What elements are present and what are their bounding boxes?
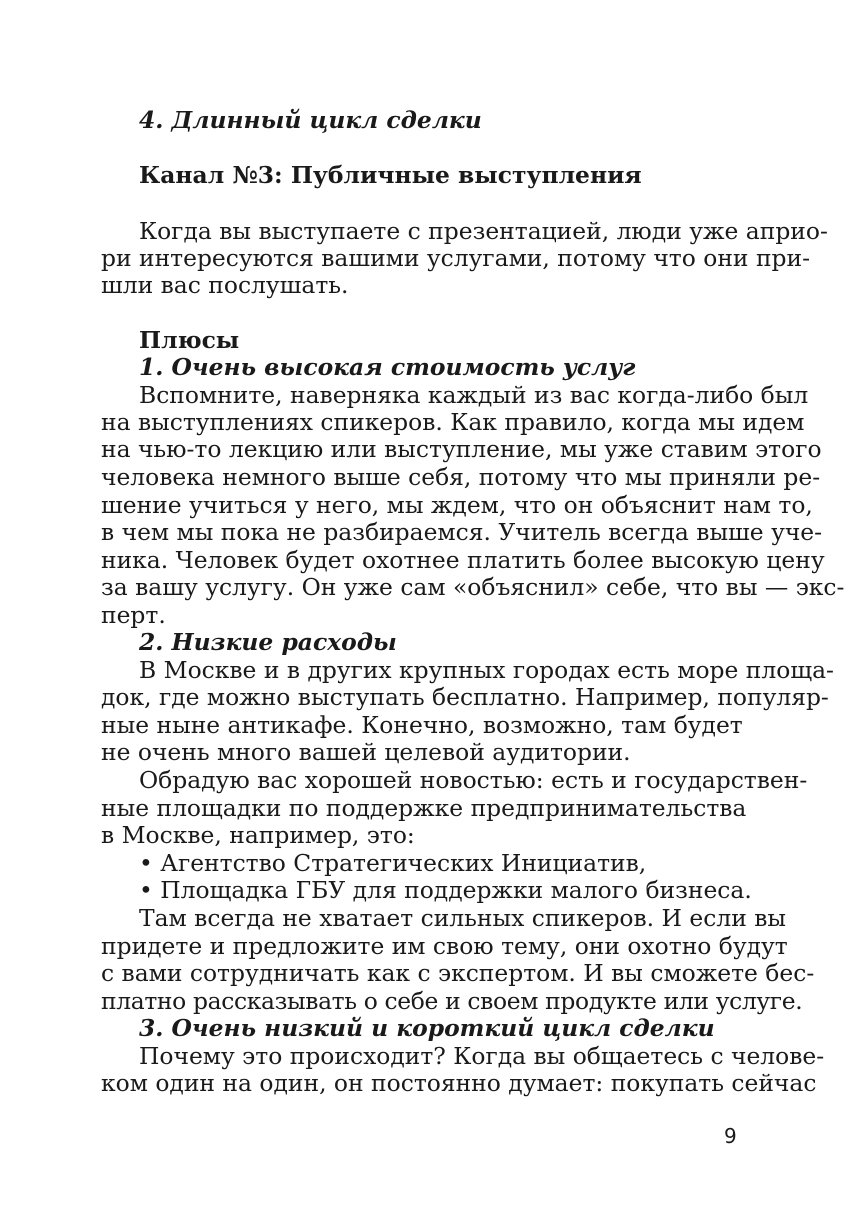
- paragraph-line: ные ныне антикафе. Конечно, возможно, там будет: [101, 711, 743, 739]
- paragraph-line: ника. Человек будет охотнее платить более высокую цену: [101, 546, 825, 574]
- intro-line: шли вас послушать.: [101, 271, 349, 299]
- point-2-title: 2. Низкие расходы: [139, 628, 397, 656]
- intro-line: ри интересуются вашими услугами, потому что они при-: [101, 244, 811, 272]
- paragraph-line: не очень много вашей целевой аудитории.: [101, 738, 631, 766]
- pluses-title: Плюсы: [139, 326, 240, 354]
- paragraph-line: Обрадую вас хорошей новостью: есть и государствен-: [139, 766, 808, 794]
- channel-title: Канал №3: Публичные выступления: [139, 161, 642, 189]
- paragraph-line: Вспомните, наверняка каждый из вас когда-либо был: [139, 381, 809, 409]
- paragraph-line: за вашу услугу. Он уже сам «объяснил» себе, что вы — экс-: [101, 573, 845, 601]
- bullet-item: • Площадка ГБУ для поддержки малого бизнеса.: [139, 876, 752, 904]
- paragraph-line: шение учиться у него, мы ждем, что он объяснит нам то,: [101, 491, 813, 519]
- item-4-heading: 4. Длинный цикл сделки: [139, 106, 482, 134]
- paragraph-line: в Москве, например, это:: [101, 821, 415, 849]
- bullet-item: • Агентство Стратегических Инициатив,: [139, 849, 647, 877]
- intro-line: Когда вы выступаете с презентацией, люди уже априо-: [139, 217, 828, 245]
- paragraph-line: с вами сотрудничать как с экспертом. И вы сможете бес-: [101, 959, 815, 987]
- point-3-title: 3. Очень низкий и короткий цикл сделки: [139, 1014, 715, 1042]
- paragraph-line: платно рассказывать о себе и своем продукте или услуге.: [101, 987, 803, 1015]
- page-number: 9: [724, 1124, 737, 1148]
- paragraph-line: человека немного выше себя, потому что мы приняли ре-: [101, 463, 821, 491]
- paragraph-line: Там всегда не хватает сильных спикеров. И если вы: [139, 904, 787, 932]
- paragraph-line: придете и предложите им свою тему, они охотно будут: [101, 932, 788, 960]
- paragraph-line: в чем мы пока не разбираемся. Учитель всегда выше уче-: [101, 518, 823, 546]
- paragraph-line: В Москве и в других крупных городах есть море площа-: [139, 656, 834, 684]
- paragraph-line: док, где можно выступать бесплатно. Например, популяр-: [101, 683, 829, 711]
- paragraph-line: на выступлениях спикеров. Как правило, когда мы идем: [101, 408, 805, 436]
- paragraph-line: перт.: [101, 601, 166, 629]
- paragraph-line: ные площадки по поддержке предпринимательства: [101, 794, 747, 822]
- paragraph-line: ком один на один, он постоянно думает: покупать сейчас: [101, 1069, 817, 1097]
- point-1-title: 1. Очень высокая стоимость услуг: [139, 353, 636, 381]
- paragraph-line: на чью-то лекцию или выступление, мы уже ставим этого: [101, 435, 822, 463]
- paragraph-line: Почему это происходит? Когда вы общаетесь с челове-: [139, 1042, 825, 1070]
